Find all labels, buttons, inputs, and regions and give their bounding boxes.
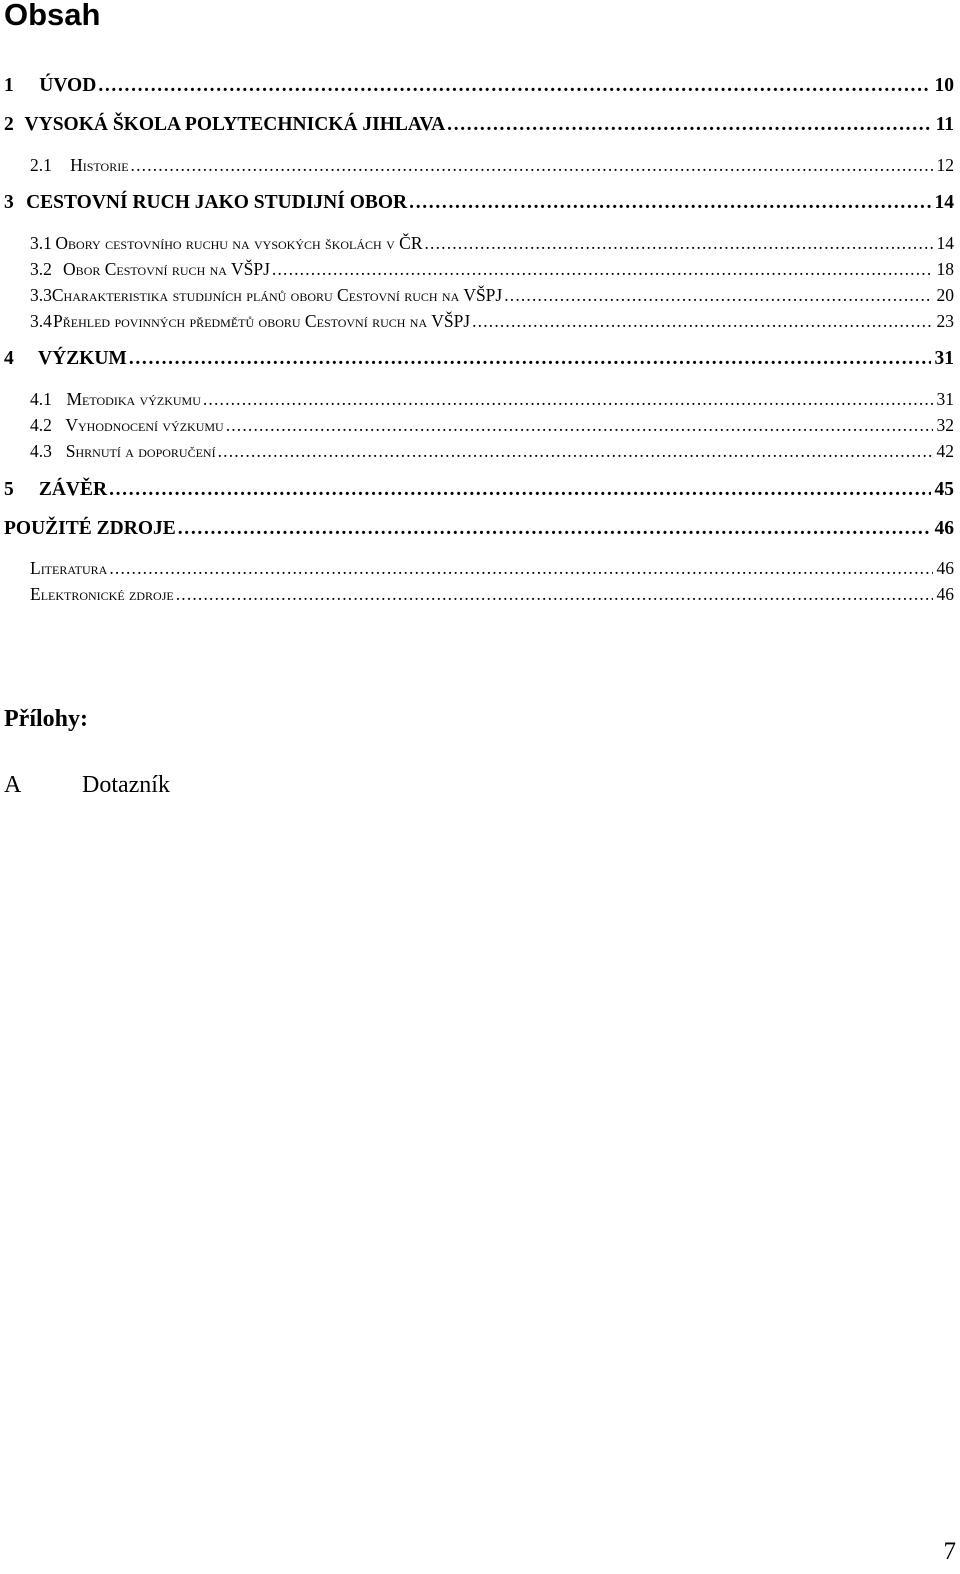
toc-entry[interactable] — [30, 389, 954, 410]
toc-entry-page: 10 — [934, 75, 954, 96]
toc-entry-label: Charakteristika studijních plánů oboru Cestovní ruch na VŠPJ — [51, 285, 503, 305]
toc-entry-label: Obor Cestovní ruch na VŠPJ — [63, 259, 270, 279]
toc-entry-label: Přehled povinných předmětů oboru Cestovní ruch na VŠPJ — [53, 311, 471, 331]
toc-leader-dots — [504, 285, 932, 306]
toc-entry-page: 11 — [935, 114, 954, 135]
toc-entry-page: 46 — [936, 584, 954, 604]
toc-entry-number: 3.2 — [30, 259, 52, 279]
toc-entry-page: 46 — [934, 518, 954, 539]
toc-entry-page: 45 — [934, 479, 954, 500]
toc-entry[interactable] — [4, 114, 954, 136]
toc-entry[interactable] — [30, 584, 954, 605]
toc-entry-page: 14 — [936, 233, 954, 253]
toc-leader-dots — [176, 584, 933, 605]
toc-entry-label: VÝZKUM — [37, 348, 127, 369]
toc-entry-page: 20 — [936, 285, 954, 305]
toc-leader-dots — [109, 558, 932, 579]
attachment-item[interactable] — [4, 772, 170, 799]
toc-entry-page: 14 — [934, 192, 954, 213]
toc-entry-label: ÚVOD — [39, 75, 97, 96]
toc-entry-page: 32 — [936, 415, 954, 435]
toc-entry-page: 31 — [934, 348, 954, 369]
toc-entry-page: 12 — [936, 155, 954, 175]
toc-entry-label: POUŽITÉ ZDROJE — [4, 518, 176, 539]
toc-entry-label: CESTOVNÍ RUCH JAKO STUDIJNÍ OBOR — [26, 192, 408, 213]
toc-leader-dots — [425, 233, 933, 254]
toc-entry[interactable] — [30, 233, 954, 254]
toc-leader-dots — [272, 259, 933, 280]
toc-entry-page: 18 — [936, 259, 954, 279]
toc-entry-page: 42 — [936, 441, 954, 461]
toc-entry-number: 3.1 — [30, 233, 52, 253]
toc-entry-label: VYSOKÁ ŠKOLA POLYTECHNICKÁ JIHLAVA — [24, 114, 446, 135]
toc-entry-number: 4.3 — [30, 441, 52, 461]
toc-entry[interactable] — [30, 285, 954, 306]
toc-leader-dots — [129, 348, 931, 370]
toc-leader-dots — [131, 155, 933, 176]
page-title: Obsah — [4, 0, 101, 32]
toc-entry[interactable] — [30, 415, 954, 436]
toc-leader-dots — [226, 415, 933, 436]
toc-entry-label: Shrnutí a doporučení — [65, 441, 216, 461]
attachment-letter: A — [4, 772, 22, 798]
toc-entry[interactable] — [30, 558, 954, 579]
toc-entry[interactable] — [30, 259, 954, 280]
toc-entry-number: 2.1 — [30, 155, 52, 175]
toc-entry-label: Literatura — [30, 558, 108, 578]
toc-leader-dots — [447, 114, 931, 136]
toc-entry-number: 1 — [4, 75, 14, 96]
attachments-heading: Přílohy: — [4, 706, 88, 732]
toc-entry[interactable] — [30, 155, 954, 176]
toc-entry[interactable] — [4, 348, 954, 370]
attachment-label: Dotazník — [82, 772, 170, 798]
page-number: 7 — [943, 1538, 956, 1565]
toc-entry[interactable] — [30, 441, 954, 462]
toc-entry-number: 4 — [4, 348, 14, 369]
toc-entry-label: Metodika výzkumu — [66, 389, 201, 409]
toc-entry-page: 46 — [936, 558, 954, 578]
toc-entry-label: Vyhodnocení výzkumu — [65, 415, 224, 435]
toc-leader-dots — [98, 75, 930, 97]
toc-entry-page: 23 — [936, 311, 954, 331]
toc-entry-number: 3.3 — [30, 285, 52, 305]
toc-leader-dots — [109, 479, 930, 501]
toc-leader-dots — [178, 518, 931, 540]
toc-entry-page: 31 — [936, 389, 954, 409]
toc-entry[interactable] — [4, 75, 954, 97]
toc-entry[interactable] — [4, 479, 954, 501]
toc-leader-dots — [472, 311, 932, 332]
toc-entry-number: 2 — [4, 114, 14, 135]
toc-entry-label: Elektronické zdroje — [30, 584, 174, 604]
toc-entry-number: 3.4 — [30, 311, 52, 331]
toc-entry-number: 3 — [4, 192, 14, 213]
toc-leader-dots — [203, 389, 933, 410]
toc-entry-number: 5 — [4, 479, 14, 500]
toc-entry-label: Historie — [70, 155, 129, 175]
toc-entry-number: 4.1 — [30, 389, 52, 409]
toc-entry[interactable] — [4, 518, 954, 540]
toc-entry[interactable] — [4, 192, 954, 214]
toc-entry[interactable] — [30, 311, 954, 332]
toc-entry-label: ZÁVĚR — [38, 479, 108, 500]
toc-entry-label: Obory cestovního ruchu na vysokých školách v ČR — [55, 233, 423, 253]
toc-leader-dots — [409, 192, 930, 214]
toc-entry-number: 4.2 — [30, 415, 52, 435]
toc-leader-dots — [218, 441, 933, 462]
